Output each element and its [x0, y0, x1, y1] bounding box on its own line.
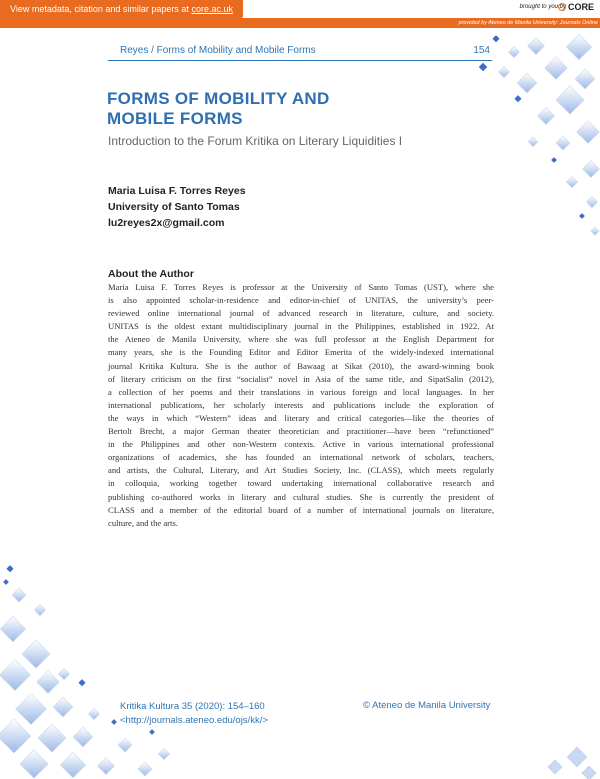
about-line: CLASS and a member of the editorial board of a number of international journals on literature,: [108, 504, 494, 515]
about-line: a collection of her poems and their translations in various foreign and local languages. In her: [108, 386, 494, 397]
author-affiliation: University of Santo Tomas: [108, 201, 240, 213]
footer-journal: Kritika Kultura 35 (2020): 154–160: [120, 701, 265, 712]
about-line: organizations of academics, she has founded an international network of scholars, teachers,: [108, 452, 494, 463]
about-line: reviewed online international journal of advanced research in literature, culture, and society.: [108, 308, 494, 319]
author-block: [108, 183, 408, 231]
core-link-domain[interactable]: core.ac.uk: [191, 4, 233, 14]
about-line: and artists, the Cultural, Literary, and Art Studies Society, Inc. (CLASS), which meets regularly: [108, 465, 494, 476]
decorative-diamonds-top-right: [420, 28, 600, 268]
about-line: publishing co-authored works in literary and cultural studies. She is currently the president of: [108, 491, 494, 502]
core-logo[interactable]: [558, 2, 594, 12]
about-line: is also appointed scholar-in-residence and editor-in-chief of UNITAS, the university’s peer-: [108, 295, 494, 306]
article-title: [107, 89, 487, 129]
core-banner: [0, 0, 600, 28]
page-number: 154: [473, 45, 490, 56]
about-line: in the Philippines and other non-Western contexts. Active in various international professional: [108, 439, 494, 450]
about-line: journal Kritika Kultura. She is the author of Bawaag at Sikat (2010), the award-winning book: [108, 360, 494, 371]
header-rule: [108, 60, 492, 61]
about-line: in colloquia, working together toward undertaking international collaborative research and: [108, 478, 494, 489]
footer-url[interactable]: <http://journals.ateneo.edu/ojs/kk/>: [120, 715, 268, 726]
about-line: Bertolt Brecht, a major German theater theoretician and practitioner—have been “refunctioned”: [108, 426, 494, 437]
article-subtitle: Introduction to the Forum Kritika on Literary Liquidities I: [108, 134, 403, 148]
about-body: [108, 281, 494, 530]
decorative-diamonds-bottom-right: [520, 740, 600, 779]
about-line: UNITAS is the oldest extant multidisciplinary journal in the Philippines, established in 1922. At: [108, 321, 494, 332]
footer-copyright: © Ateneo de Manila University: [363, 700, 491, 711]
about-line: of literary criticism on the first “socialist” novel in Asia of the same title, and SipatSalin (2012),: [108, 373, 494, 384]
about-line: culture, and the arts.: [108, 517, 178, 528]
footer-citation: [120, 700, 268, 728]
about-line: international publications, her scholarly interests and publications include the exploration of: [108, 399, 494, 410]
title-line-1: FORMS OF MOBILITY AND: [107, 89, 330, 108]
running-header: [108, 45, 492, 59]
about-heading: About the Author: [108, 268, 194, 280]
author-name: Maria Luisa F. Torres Reyes: [108, 185, 246, 197]
decorative-diamonds-bottom-left: [0, 560, 200, 779]
author-email[interactable]: lu2reyes2x@gmail.com: [108, 217, 225, 229]
about-line: many years, she is the Founding Editor and Editor Emerita of the widely-indexed international: [108, 347, 494, 358]
about-line: the ways in which “Western” ideas and literary and critical categories—like the theories of: [108, 412, 494, 423]
title-line-2: MOBILE FORMS: [107, 109, 243, 128]
about-line: the Ateneo de Manila University, where she was full professor at the English Department for: [108, 334, 494, 345]
running-header-title: Reyes / Forms of Mobility and Mobile Forms: [120, 45, 316, 56]
brought-to-you-label: brought to you by: [519, 4, 566, 10]
about-line: Maria Luisa F. Torres Reyes is professor at the University of Santo Tomas (UST), where she: [108, 282, 494, 292]
core-logo-icon: [558, 3, 566, 11]
core-metadata-link[interactable]: [0, 0, 243, 18]
core-logo-text: CORE: [567, 2, 594, 12]
provided-by-bar: provided by Ateneo de Manila University: Journals Online: [0, 18, 600, 28]
core-link-text[interactable]: View metadata, citation and similar papers at: [10, 4, 192, 14]
